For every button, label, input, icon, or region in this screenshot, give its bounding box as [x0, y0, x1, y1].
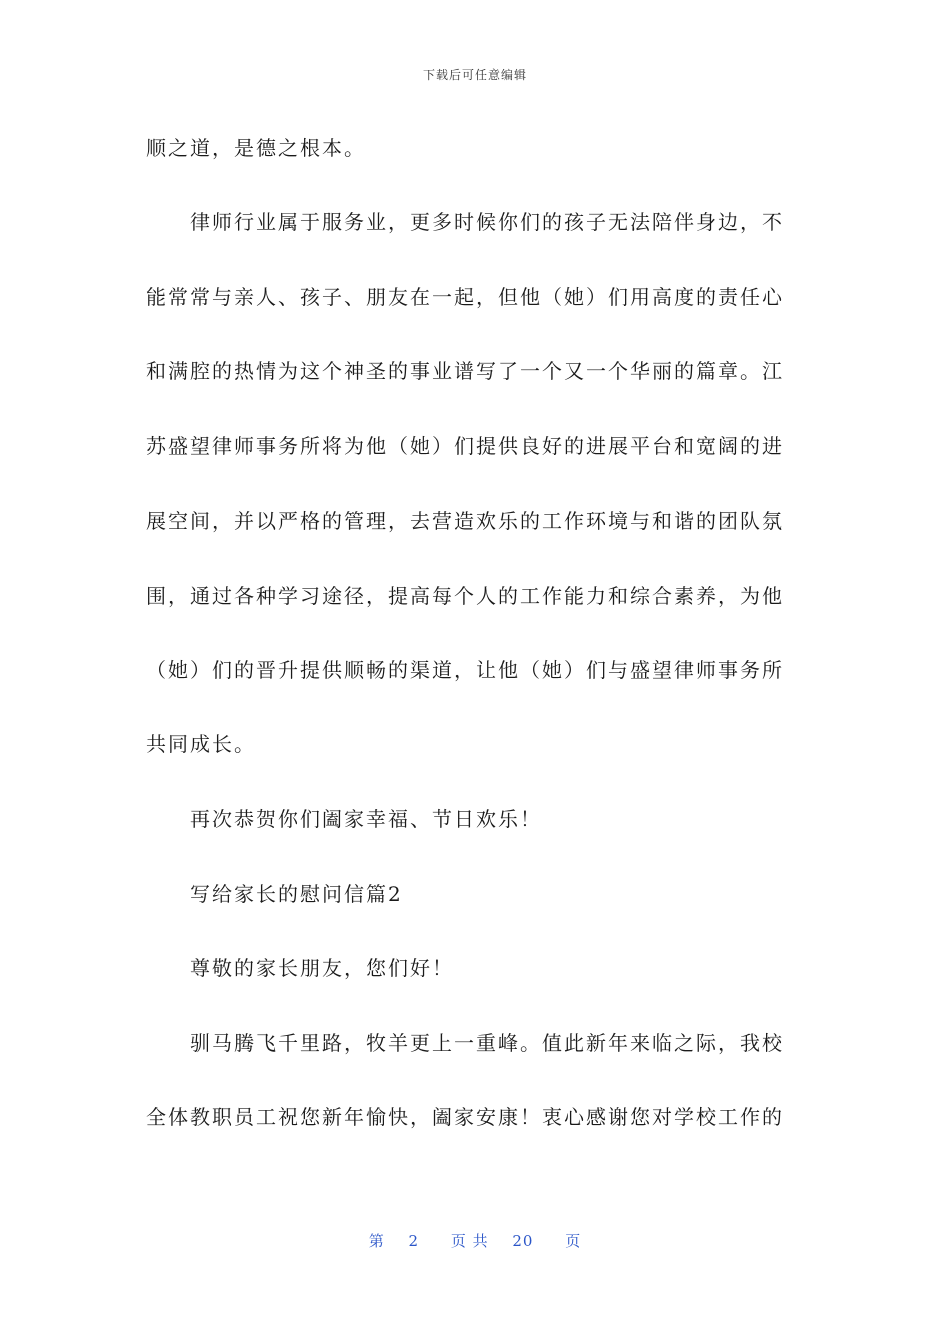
body-line-7: 围，通过各种学习途径，提高每个人的工作能力和综合素养，为他 — [146, 584, 784, 608]
body-line-4: 和满腔的热情为这个神圣的事业谱写了一个又一个华丽的篇章。江 — [146, 359, 784, 383]
footer-middle: 页 共 — [450, 1232, 489, 1250]
salutation: 尊敬的家长朋友，您们好！ — [190, 956, 454, 980]
section-heading: 写给家长的慰问信篇2 — [190, 882, 403, 906]
body-line-3: 能常常与亲人、孩子、朋友在一起，但他（她）们用高度的责任心 — [146, 285, 784, 309]
body-line-8: （她）们的晋升提供顺畅的渠道，让他（她）们与盛望律师事务所 — [146, 658, 784, 682]
footer-prefix: 第 — [368, 1232, 385, 1250]
footer-page-number: 2 — [408, 1232, 420, 1250]
body-line-2: 律师行业属于服务业，更多时候你们的孩子无法陪伴身边，不 — [190, 210, 784, 234]
page-header-note: 下载后可任意编辑 — [422, 68, 527, 82]
body-line-14: 全体教职员工祝您新年愉快，阖家安康！衷心感谢您对学校工作的 — [146, 1105, 784, 1129]
body-line-6: 展空间，并以严格的管理，去营造欢乐的工作环境与和谐的团队氛 — [146, 509, 784, 533]
footer-suffix: 页 — [565, 1232, 582, 1250]
body-line-5: 苏盛望律师事务所将为他（她）们提供良好的进展平台和宽阔的进 — [146, 434, 784, 458]
page-footer — [0, 1230, 950, 1251]
footer-total-pages: 20 — [512, 1232, 534, 1250]
body-line-13: 驯马腾飞千里路，牧羊更上一重峰。值此新年来临之际，我校 — [190, 1031, 784, 1055]
body-line-9: 共同成长。 — [146, 732, 256, 756]
body-line-1: 顺之道，是德之根本。 — [146, 136, 366, 160]
body-line-10: 再次恭贺你们阖家幸福、节日欢乐！ — [190, 807, 542, 831]
